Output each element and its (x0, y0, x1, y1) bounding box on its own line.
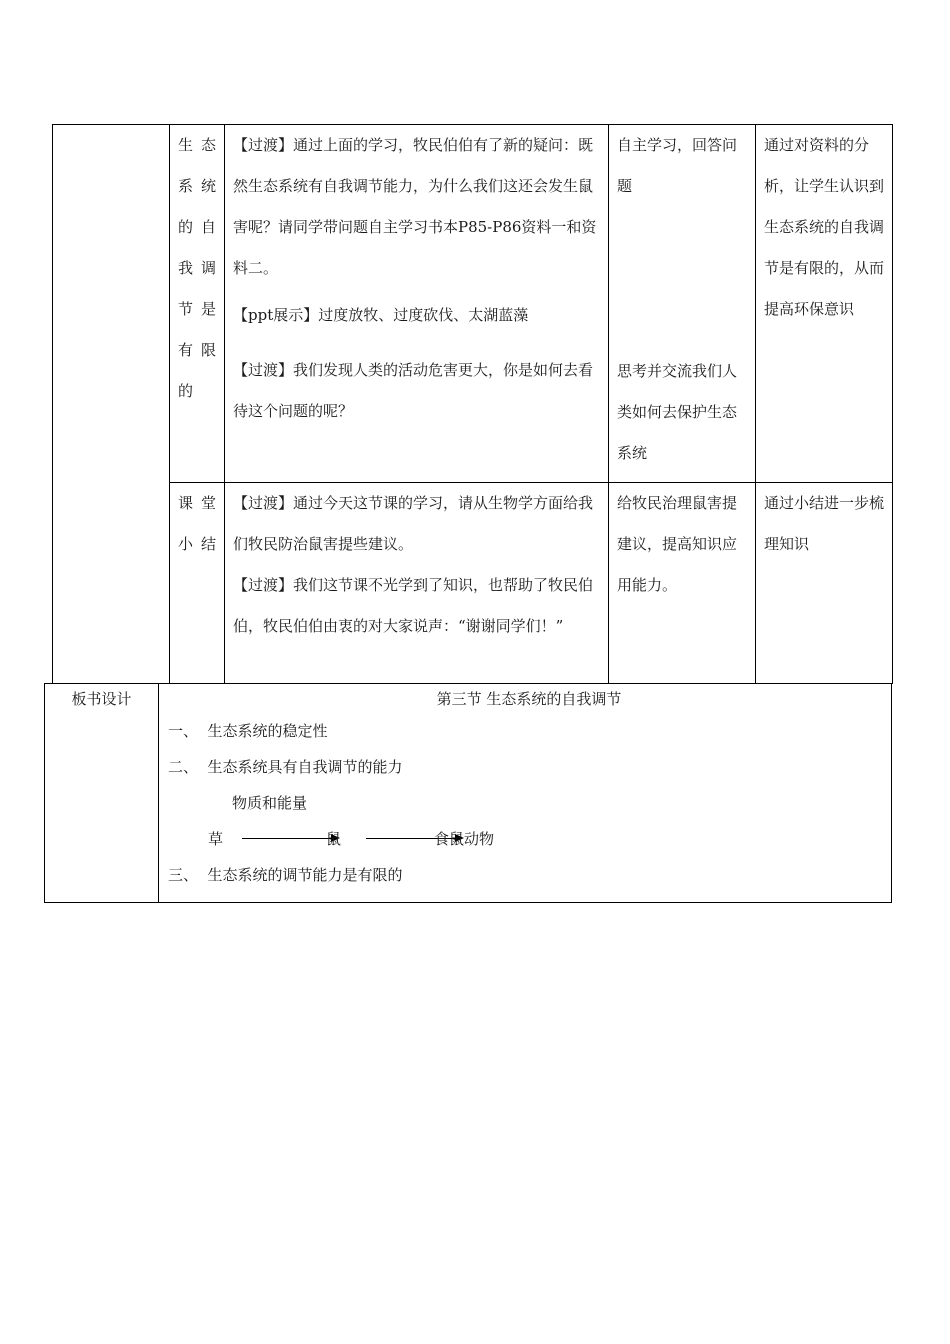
intent-text: 通过小结进一步梳理知识 (764, 493, 885, 553)
board-line: 三、 生态系统的调节能力是有限的 (168, 866, 403, 884)
flow-label: 物质和能量 (232, 794, 308, 812)
teacher-text: 【ppt展示】过度放牧、过度砍伐、太湖蓝藻 (233, 306, 529, 324)
food-chain-node: 草 (208, 830, 224, 848)
topic-text: 生态系统的自我调节是有限的 (178, 136, 216, 400)
lesson-table (52, 124, 893, 684)
student-text: 思考并交流我们人类如何去保护生态系统 (617, 362, 738, 462)
stage-cell (53, 125, 170, 684)
teacher-text: 【过渡】通过今天这节课的学习，请从生物学方面给我们牧民防治鼠害提些建议。 (233, 493, 594, 553)
teacher-text: 【过渡】通过上面的学习，牧民伯伯有了新的疑问：既然生态系统有自我调节能力，为什么我们这还会发生鼠害呢？请同学带问题自主学习书本P85-P86资料一和资料二。 (233, 136, 597, 277)
student-text: 自主学习，回答问题 (617, 136, 738, 195)
table-row (53, 125, 893, 483)
teacher-text: 【过渡】我们发现人类的活动危害更大，你是如何去看待这个问题的呢？ (233, 361, 594, 420)
teacher-activity-cell (225, 482, 609, 683)
teacher-activity-cell (225, 125, 609, 483)
board-line: 二、 生态系统具有自我调节的能力 (168, 758, 403, 776)
board-design-content (159, 684, 892, 903)
board-line: 一、 生态系统的稳定性 (168, 722, 328, 740)
teacher-text: 【过渡】我们这节课不光学到了知识，也帮助了牧民伯伯，牧民伯伯由衷的对大家说声：“谢谢同学们！” (233, 575, 594, 635)
food-chain-node: 鼠 (326, 830, 342, 848)
board-title: 第三节 生态系统的自我调节 (436, 690, 622, 708)
student-text: 给牧民治理鼠害提建议，提高知识应用能力。 (617, 493, 738, 594)
food-chain-node: 食鼠动物 (434, 830, 495, 848)
student-activity-cell (609, 482, 756, 683)
board-design-table (44, 683, 892, 903)
topic-text: 课堂小结 (178, 493, 216, 553)
arrow-icon (242, 838, 338, 839)
table-row (45, 684, 892, 903)
intent-text: 通过对资料的分析，让学生认识到生态系统的自我调节是有限的，从而提高环保意识 (764, 136, 885, 318)
student-activity-cell (609, 125, 756, 483)
design-intent-cell (756, 482, 893, 683)
board-design-label: 板书设计 (45, 684, 159, 903)
topic-cell (170, 482, 225, 683)
design-intent-cell (756, 125, 893, 483)
topic-cell (170, 125, 225, 483)
table-row (53, 482, 893, 683)
food-chain (168, 821, 890, 857)
